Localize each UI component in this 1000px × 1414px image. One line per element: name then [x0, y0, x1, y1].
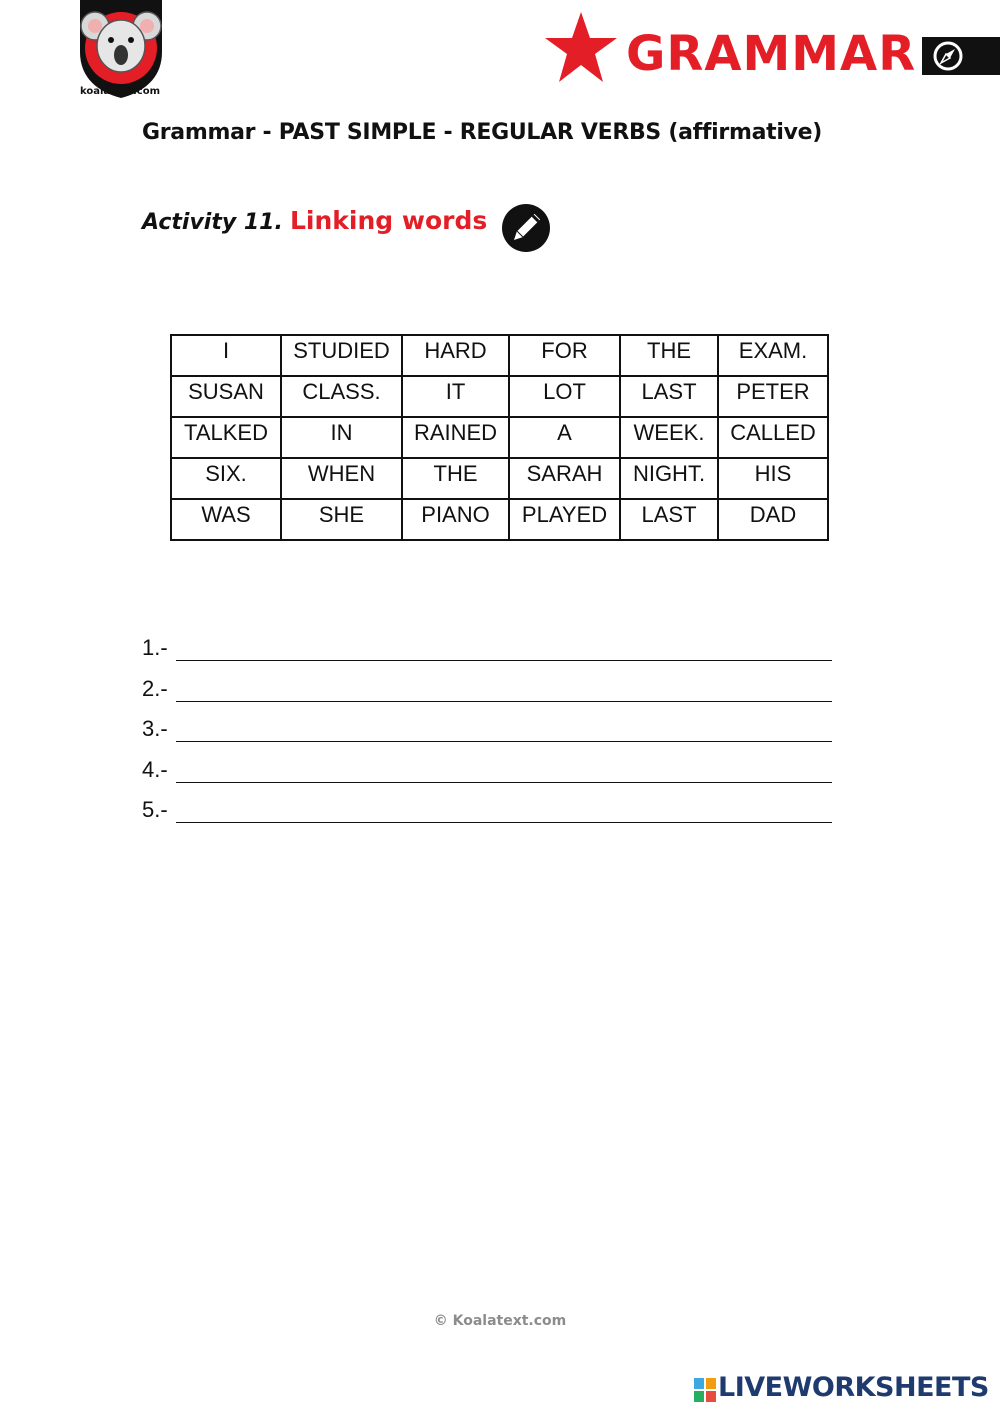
answer-number: 4.- [142, 756, 168, 782]
answer-line[interactable] [176, 782, 832, 783]
grid-cell: SHE [281, 499, 402, 540]
answer-line[interactable] [176, 741, 832, 742]
grid-cell: HIS [718, 458, 828, 499]
grid-cell: A [509, 417, 620, 458]
answer-line[interactable] [176, 822, 832, 823]
grid-cell: DAD [718, 499, 828, 540]
compass-icon [922, 37, 1000, 75]
grid-cell: LAST [620, 499, 718, 540]
answer-line[interactable] [176, 701, 832, 702]
grid-cell: CALLED [718, 417, 828, 458]
pencil-icon [502, 204, 550, 252]
grid-cell: SIX. [171, 458, 281, 499]
answer-row [142, 634, 832, 664]
grid-cell: WHEN [281, 458, 402, 499]
activity-label: Activity 11. [142, 210, 283, 235]
grid-cell: LAST [620, 376, 718, 417]
grid-cell: CLASS. [281, 376, 402, 417]
liveworksheets-icon [694, 1378, 716, 1402]
koala-logo-icon [78, 0, 164, 100]
grid-cell: SUSAN [171, 376, 281, 417]
activity-title: Linking words [290, 206, 488, 235]
grammar-heading: GRAMMAR [626, 26, 917, 82]
answer-number: 2.- [142, 675, 168, 701]
grid-row [171, 376, 828, 417]
grid-cell: LOT [509, 376, 620, 417]
grid-row [171, 499, 828, 540]
page-title: Grammar - PAST SIMPLE - REGULAR VERBS (affirmative) [142, 120, 823, 145]
compass-box [922, 37, 1000, 75]
grid-cell: EXAM. [718, 335, 828, 376]
grid-cell: PIANO [402, 499, 509, 540]
liveworksheets-brand: LIVEWORKSHEETS [718, 1372, 989, 1403]
grid-cell: TALKED [171, 417, 281, 458]
answer-number: 3.- [142, 716, 168, 741]
grid-cell: I [171, 335, 281, 376]
answer-row [142, 675, 832, 705]
grid-row [171, 417, 828, 458]
logo-text: koalatext.com [80, 86, 160, 97]
answer-number: 1.- [142, 635, 168, 660]
grid-cell: THE [620, 335, 718, 376]
grid-cell: PETER [718, 376, 828, 417]
grid-cell: IN [281, 417, 402, 458]
grid-cell: WEEK. [620, 417, 718, 458]
grid-cell: WAS [171, 499, 281, 540]
grid-cell: FOR [509, 335, 620, 376]
grid-cell: HARD [402, 335, 509, 376]
grid-cell: PLAYED [509, 499, 620, 540]
answer-number: 5.- [142, 797, 168, 822]
answer-line[interactable] [176, 660, 832, 661]
answer-row [142, 756, 832, 786]
star-icon [545, 12, 617, 82]
grid-row [171, 458, 828, 499]
grid-cell: THE [402, 458, 509, 499]
grid-cell: NIGHT. [620, 458, 718, 499]
copyright-text: © Koalatext.com [433, 1313, 567, 1329]
grid-cell: STUDIED [281, 335, 402, 376]
word-grid [170, 334, 829, 541]
grid-row [171, 335, 828, 376]
grid-cell: RAINED [402, 417, 509, 458]
answer-row [142, 715, 832, 745]
grid-cell: SARAH [509, 458, 620, 499]
grid-cell: IT [402, 376, 509, 417]
answer-row [142, 796, 832, 826]
